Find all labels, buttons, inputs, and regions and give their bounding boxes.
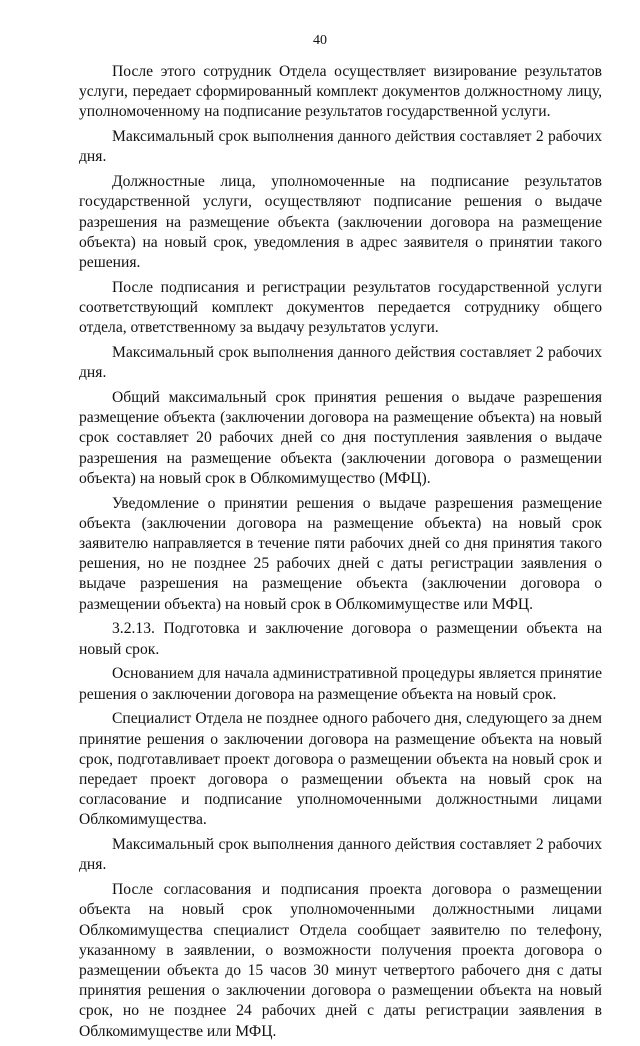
paragraph-notification: Уведомление о принятии решения о выдаче разрешения размещение объекта (заключении договора на размещение объекта) на новый срок заявителю направляется в течение пяти рабочих дней со дня принятия такого решения, но не позднее 25 рабочих дней с даты регистрации заявления о выдаче разрешения на размещение объекта (заключении договора о размещении объекта) на новый срок в Облкомимуществе или МФЦ. — [79, 494, 602, 613]
document-body — [79, 62, 602, 1046]
paragraph-after-approval: После согласования и подписания проекта договора о размещении объекта на новый срок уполномоченными должностными лицами Облкомимущества специалист Отдела сообщает заявителю по телефону, указанному в заявлении, о возможности получения проекта договора о размещении объекта до 15 часов 30 минут четвертого рабочего дня с даты принятия решения о заключении договора о размещении объекта на новый срок, но не позднее 24 рабочих дней с даты регистрации заявления в Облкомимуществе или МФЦ. — [79, 881, 602, 1040]
paragraph-officials-sign: Должностные лица, уполномоченные на подписание результатов государственной услуги, осуществляют подписание решения о выдаче разрешения на размещение объекта (заключении договора на размещение объекта) на новый срок, уведомления в адрес заявителя о принятии такого решения. — [79, 173, 602, 272]
paragraph-basis: Основанием для начала административной процедуры является принятие решения о заключении договора на размещение объекта на новый срок. — [79, 665, 602, 703]
page-number: 40 — [313, 33, 327, 48]
paragraph-total-deadline: Общий максимальный срок принятия решения о выдаче разрешения размещение объекта (заключении договора на размещение объекта) на новый срок составляет 20 рабочих дней со дня поступления заявления о выдаче разрешения на размещение объекта (заключении договора о размещении объекта) на новый срок в Облкомимущество (МФЦ). — [79, 389, 602, 487]
paragraph-deadline-2: Максимальный срок выполнения данного действия составляет 2 рабочих дня. — [79, 344, 602, 382]
paragraph-registration: После подписания и регистрации результатов государственной услуги соответствующий комплект документов передается сотруднику общего отдела, ответственному за выдачу результатов услуги. — [79, 278, 602, 337]
paragraph-specialist: Специалист Отдела не позднее одного рабочего дня, следующего за днем принятие решения о заключении договора на размещение объекта на новый срок, подготавливает проект договора о размещении объекта на новый срок и передает проект договора о размещении объекта на новый срок на согласование и подписание уполномоченными должностными лицами Облкомимущества. — [79, 710, 602, 829]
paragraph-visa: После этого сотрудник Отдела осуществляет визирование результатов услуги, передает сформированный комплект документов должностному лицу, уполномоченному на подписание результатов государственной услуги. — [79, 63, 602, 121]
paragraph-deadline-1: Максимальный срок выполнения данного действия составляет 2 рабочих дня. — [79, 128, 602, 166]
paragraph-deadline-3: Максимальный срок выполнения данного действия составляет 2 рабочих дня. — [79, 836, 602, 874]
section-heading-3-2-13: 3.2.13. Подготовка и заключение договора о размещении объекта на новый срок. — [79, 620, 602, 658]
